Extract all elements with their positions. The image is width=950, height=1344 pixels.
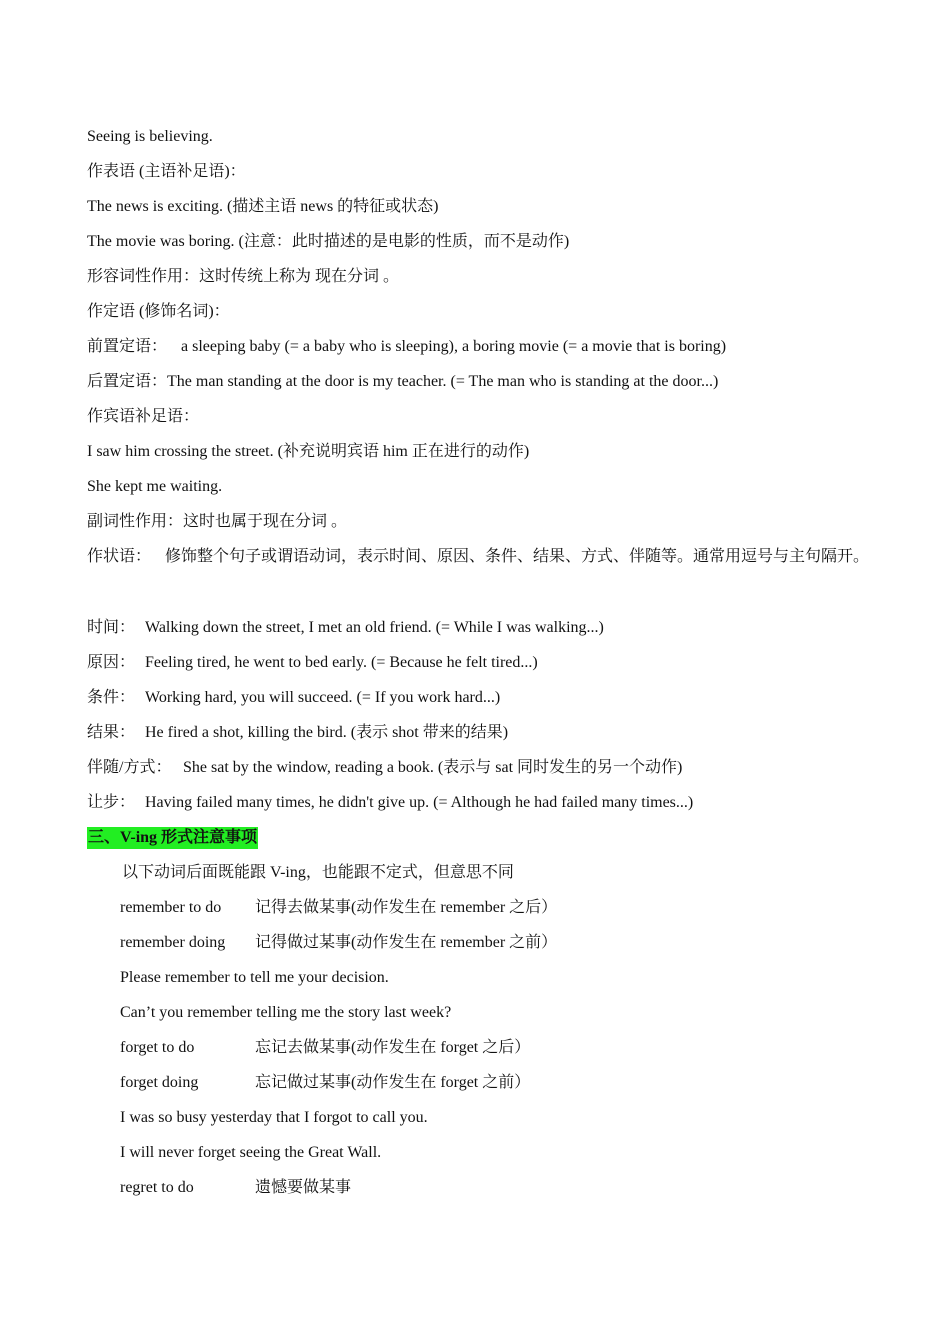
line-label: 让步：	[87, 794, 136, 811]
section-intro: 以下动词后面既能跟 V-ing，也能跟不定式，但意思不同	[122, 864, 514, 881]
line-text: Working hard, you will succeed. (= If you work hard...)	[145, 689, 501, 706]
text-line	[87, 617, 877, 639]
line-text: Feeling tired, he went to bed early. (= Because he felt tired...)	[145, 654, 538, 671]
text-line: She kept me waiting.	[87, 478, 223, 495]
line-label: 前置定语：	[87, 338, 168, 355]
example-sentence: Please remember to tell me your decision.	[120, 969, 389, 986]
example-sentence: I will never forget seeing the Great Wall.	[120, 1144, 382, 1161]
text-line: 作宾语补足语：	[87, 408, 200, 425]
line-text: Walking down the street, I met an old friend. (= While I was walking...)	[145, 619, 604, 636]
line-label: 结果：	[87, 724, 136, 741]
text-line	[87, 336, 877, 358]
text-line: The news is exciting. (描述主语 news 的特征或状态)	[87, 198, 439, 215]
usage-meaning: 忘记去做某事(动作发生在 forget 之后）	[255, 1039, 531, 1056]
example-sentence: I was so busy yesterday that I forgot to call you.	[120, 1109, 428, 1126]
line-label: 原因：	[87, 654, 136, 671]
text-line: 副词性作用：这时也属于现在分词 。	[87, 513, 348, 530]
usage-phrase: forget to do	[120, 1039, 195, 1056]
text-line: 形容词性作用：这时传统上称为 现在分词 。	[87, 268, 400, 285]
line-text: Having failed many times, he didn't give up. (= Although he had failed many times...)	[145, 794, 694, 811]
usage-meaning: 记得做过某事(动作发生在 remember 之前）	[255, 934, 558, 951]
line-label: 后置定语：	[87, 373, 168, 390]
usage-phrase: forget doing	[120, 1074, 199, 1091]
text-line: 作定语 (修饰名词)：	[87, 303, 230, 320]
text-paragraph	[87, 538, 877, 575]
line-text: He fired a shot, killing the bird. (表示 shot 带来的结果)	[145, 724, 509, 741]
text-line	[87, 757, 877, 779]
line-text: a sleeping baby (= a baby who is sleeping), a boring movie (= a movie that is boring)	[181, 338, 727, 355]
text-line	[87, 792, 877, 814]
line-text: She sat by the window, reading a book. (表示与 sat 同时发生的另一个动作)	[183, 759, 683, 776]
usage-meaning: 遗憾要做某事	[255, 1179, 352, 1196]
text-line	[87, 687, 877, 709]
text-line	[87, 371, 877, 393]
line-label: 伴随/方式：	[87, 759, 172, 776]
line-text: 修饰整个句子或谓语动词，表示时间、原因、条件、结果、方式、伴随等。通常用逗号与主句隔开。	[165, 548, 870, 565]
usage-phrase: regret to do	[120, 1179, 194, 1196]
text-line: Seeing is believing.	[87, 128, 213, 145]
text-line: I saw him crossing the street. (补充说明宾语 him 正在进行的动作)	[87, 443, 530, 460]
usage-phrase: remember to do	[120, 899, 222, 916]
line-label: 时间：	[87, 619, 136, 636]
usage-meaning: 忘记做过某事(动作发生在 forget 之前）	[255, 1074, 531, 1091]
usage-meaning: 记得去做某事(动作发生在 remember 之后）	[255, 899, 558, 916]
usage-row	[120, 1177, 910, 1199]
text-line	[87, 722, 877, 744]
usage-phrase: remember doing	[120, 934, 226, 951]
line-text: The man standing at the door is my teacher. (= The man who is standing at the door...)	[167, 373, 719, 390]
section-heading-line	[87, 827, 877, 849]
usage-row	[120, 897, 910, 919]
line-label: 作状语：	[87, 548, 152, 565]
text-line: 作表语 (主语补足语)：	[87, 163, 246, 180]
text-line: The movie was boring. (注意：此时描述的是电影的性质，而不是动作)	[87, 233, 570, 250]
usage-row	[120, 1072, 910, 1094]
text-line	[87, 652, 877, 674]
example-sentence: Can’t you remember telling me the story last week?	[120, 1004, 452, 1021]
line-label: 条件：	[87, 689, 136, 706]
usage-row	[120, 932, 910, 954]
usage-row	[120, 1037, 910, 1059]
section-heading: 三、V-ing 形式注意事项	[87, 827, 258, 849]
